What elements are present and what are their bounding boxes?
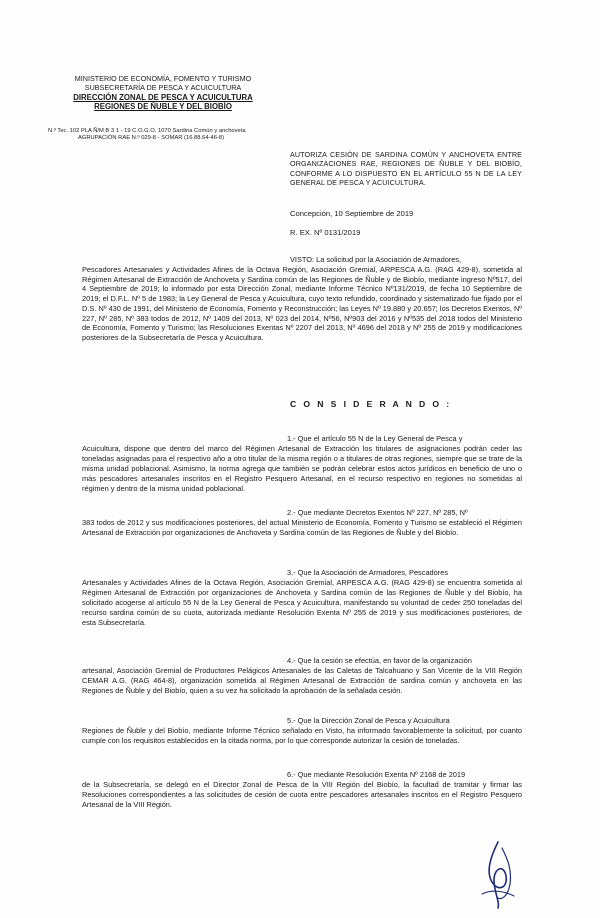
considerando-2 [82, 508, 522, 538]
considerando-3-body: Artesanales y Actividades Afines de la Octava Región, Asociación Gremial, ARPESCA A.G. (RAG 429-8) se encuentra sometida al Régimen Artesanal de Extracción por organizaciones de Anchoveta y Sardina común de las Regiones de Ñuble y del Biobío, ha solicitado acogerse al artículo 55 N de la Ley General de Pesca y Acuicultura, manifestando su voluntad de ceder 250 toneladas del recurso sardina común de su cuota, autorizada mediante Resolución Exenta Nº 255 de 2019 y sus modificaciones posteriores, de esta Subsecretaría. [82, 577, 522, 627]
reference-line-2: AGRUPACIÓN RAE N.º 029-8 - SOMAR (16.88.64-46-8) [78, 135, 225, 142]
considerando-6-lead: 6.- Que mediante Resolución Exenta Nº 2168 de 2019 [287, 770, 466, 779]
handwritten-signature [468, 838, 528, 910]
zonal-direction-name: DIRECCIÓN ZONAL DE PESCA Y ACUICULTURA [73, 92, 253, 102]
visto-body: Pescadores Artesanales y Actividades Afines de la Octava Región, Asociación Gremial, ARPESCA A.G. (RAG 429-8), sometida al Régimen Artesanal de Extracción de Anchoveta y Sardina común de las Regiones de Ñuble y de Biobío, mediante ingreso Nº517, del 4 Septiembre de 2019; lo informado por esta Dirección Zonal, mediante Informe Técnico Nº131/2019, de fecha 10 Septiembre de 2019; el D.F.L. Nº 5 de 1983; la Ley General de Pesca y Acuicultura, cuyo texto refundido, coordinado y sistematizado fue fijado por el D.S. Nº 430 de 1991, del Ministerio de Economía, Fomento y Reconstrucción; las Leyes Nº 19.880 y 20.657; los Decretos Exentos, Nº 227, Nº 285, Nº 383 todos de 2012, Nº 1409 del 2013, Nº 023 del 2014, Nº56, Nº903 del 2016 y Nº535 del 2018 todos del Ministerio de Economía, Fomento y Turismo; las Resoluciones Exentas Nº 2207 del 2013, Nº 4696 del 2018 y Nº 255 de 2019 y modificaciones posteriores de la Subsecretaría de Pesca y Acuicultura. [82, 265, 522, 342]
considerando-6 [82, 770, 522, 810]
subsecretariat-name: SUBSECRETARÍA DE PESCA Y ACUICULTURA [84, 83, 242, 93]
resolution-title: AUTORIZA CESIÓN DE SARDINA COMÚN Y ANCHOVETA ENTRE ORGANIZACIONES RAE, REGIONES DE ÑUBLE Y DEL BIOBÍO, CONFORME A LO DISPUESTO EN EL ARTÍCULO 55 N DE LA LEY GENERAL DE PESCA Y ACUICULTURA. [290, 150, 522, 188]
place-date: Concepción, 10 Septiembre de 2019 [290, 209, 414, 218]
reference-line-1: N.º Tec. 102 PLA Ñ/M B 3 1 - 19 C.O.G.O. 1070 Sardina Común y anchoveta [48, 128, 246, 134]
considerando-3-lead: 3.- Que la Asociación de Armadores, Pescadores [287, 568, 449, 577]
considerando-heading: C O N S I D E R A N D O : [290, 399, 452, 409]
considerando-2-lead: 2.- Que mediante Decretos Exentos Nº 227, Nº 285, Nº [287, 508, 468, 517]
visto-lead: VISTO: La solicitud por la Asociación de Armadores, [290, 255, 462, 264]
considerando-1-lead: 1.- Que el artículo 55 N de la Ley General de Pesca y [287, 434, 463, 443]
considerando-5-body: Regiones de Ñuble y del Biobío, mediante Informe Técnico señalado en Visto, ha informado favorablemente la solicitud, por cuanto cumple con los requisitos establecidos en la citada norma, por lo que corresponde autorizar la cesión de toneladas. [82, 725, 522, 745]
ministry-name: MINISTERIO DE ECONOMÍA, FOMENTO Y TURISMO [74, 74, 252, 83]
considerando-5-lead: 5.- Que la Dirección Zonal de Pesca y Acuicultura [287, 716, 450, 725]
considerando-4-body: artesanal, Asociación Gremial de Productores Pelágicos Artesanales de las Caletas de Talcahuano y San Vicente de la VIII Región CEMAR A.G. (RAG 464-8), organización sometida al Régimen Artesanal de Extracción de sardina común y anchoveta en las Regiones de Ñuble y del Biobío, quien a su vez ha solicitado la aprobación de la señalada cesión. [82, 665, 522, 695]
considerando-4 [82, 656, 522, 696]
letterhead [68, 74, 258, 112]
considerando-1 [82, 434, 522, 493]
considerando-6-body: de la Subsecretaría, se delegó en el Director Zonal de Pesca de la VIII Región del Biobío, la facultad de tramitar y firmar las Resoluciones correspondientes a las solicitudes de cesión de cuota entre pescadores artesanales inscritos en el Registro Pesquero Artesanal de la VIII Región. [82, 779, 522, 809]
reference-block [48, 128, 246, 143]
considerando-4-lead: 4.- Que la cesión se efectúa, en favor de la organización [287, 656, 472, 665]
considerando-2-body: 383 todos de 2012 y sus modificaciones posteriores, del actual Ministerio de Economía, Fomento y Turismo se estableció el Régimen Artesanal de Extracción por organizaciones de Anchoveta y Sardina común de las Regiones de Ñuble y del Biobío. [82, 517, 522, 537]
considerando-1-body: Acuicultura, dispone que dentro del marco del Régimen Artesanal de Extracción los titulares de asignaciones podrán ceder las toneladas asignadas para el respectivo año a otro titular de la misma región o a titulares de otras regiones, siempre que se trate de la misma unidad poblacional. Asimismo, la norma agrega que también se podrán celebrar estos actos jurídicos en beneficio de uno o más pescadores artesanales inscritos en el Registro Pesquero Artesanal, en el recurso respectivo en regiones no sometidas al régimen y dentro de la misma unidad poblacional. [82, 443, 522, 493]
considerando-3 [82, 568, 522, 627]
regions-name: REGIONES DE ÑUBLE Y DEL BIOBÍO [94, 102, 232, 112]
resolution-number: R. EX. Nº 0131/2019 [290, 228, 361, 237]
considerando-5 [82, 716, 522, 746]
